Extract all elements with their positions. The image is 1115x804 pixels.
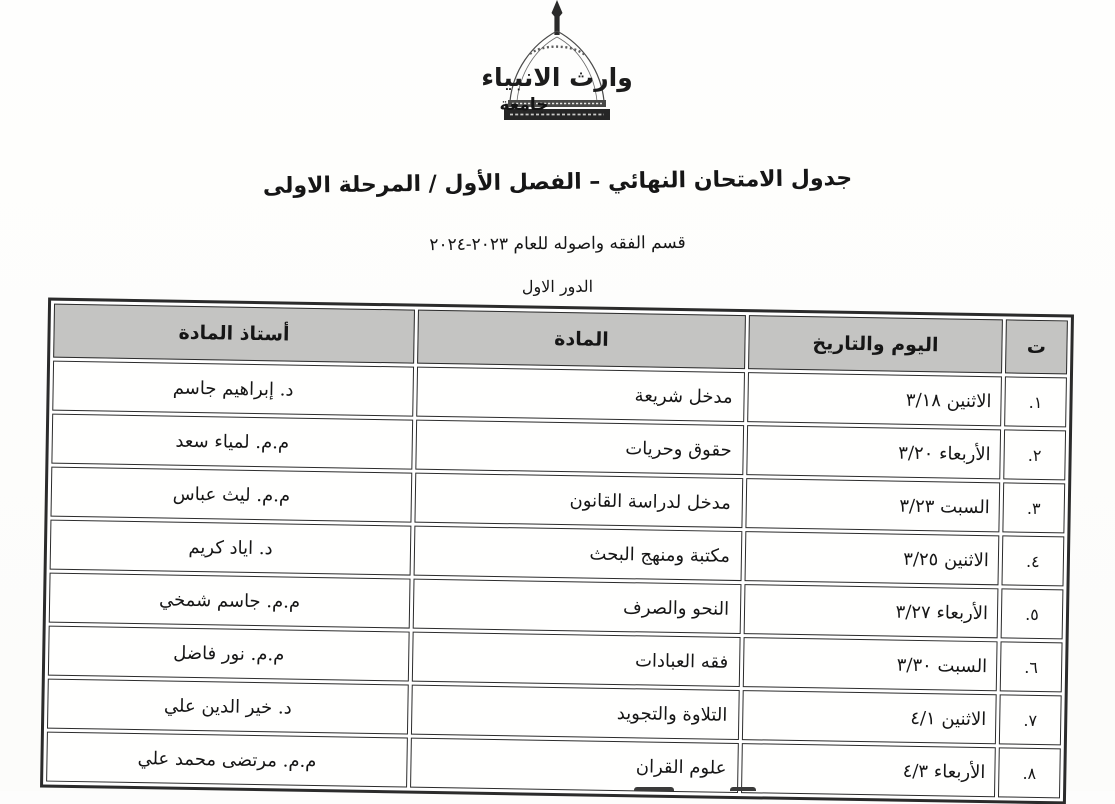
cell-professor: م.م. جاسم شمخي <box>49 573 411 629</box>
cell-day-date: الاثنين ٣/١٨ <box>747 372 1002 426</box>
cell-day-date: الأربعاء ٣/٢٠ <box>746 425 1001 479</box>
minaret-finial-icon <box>552 0 563 35</box>
cell-professor: د. إبراهيم جاسم <box>52 361 414 417</box>
cell-subject: النحو والصرف <box>413 579 742 634</box>
cell-index: ٥. <box>1001 588 1064 639</box>
department-year-subtitle: قسم الفقه واصوله للعام ٢٠٢٣-٢٠٢٤ <box>429 232 686 256</box>
cell-day-date: الأربعاء ٣/٢٧ <box>744 584 999 638</box>
cell-subject: مدخل لدراسة القانون <box>414 473 743 528</box>
cell-professor: م.م. لمياء سعد <box>51 414 413 470</box>
cell-index: ٨. <box>998 747 1061 798</box>
cell-index: ٧. <box>999 694 1062 745</box>
cell-professor: د. خير الدين علي <box>47 679 409 735</box>
cell-professor: م.م. نور فاضل <box>48 626 410 682</box>
cell-professor: د. اياد كريم <box>50 520 412 576</box>
cell-subject: حقوق وحريات <box>415 420 744 475</box>
exam-schedule-table-wrap <box>40 298 1074 804</box>
cell-subject: مدخل شريعة <box>416 367 745 422</box>
logo-calligraphy: وارث الانبياء <box>481 63 633 92</box>
cell-index: ٦. <box>1000 641 1063 692</box>
cell-index: ٣. <box>1002 482 1065 533</box>
cell-professor: م.م. مرتضى محمد علي <box>46 732 408 788</box>
cell-subject: التلاوة والتجويد <box>411 685 740 740</box>
header-index: ت <box>1005 319 1068 374</box>
logo-word-jamiah: جامعة <box>499 95 549 115</box>
cell-day-date: الاثنين ٣/٢٥ <box>745 531 1000 585</box>
cutoff-mark <box>730 787 756 791</box>
cell-day-date: السبت ٣/٣٠ <box>743 637 998 691</box>
round-label: الدور الاول <box>521 276 594 297</box>
cell-index: ٤. <box>1001 535 1064 586</box>
cell-subject: فقه العبادات <box>412 632 741 687</box>
cell-day-date: الاثنين ٤/١ <box>742 690 997 744</box>
university-logo <box>472 0 642 134</box>
header-subject: المادة <box>417 310 746 369</box>
cell-index: ١. <box>1004 376 1067 427</box>
cell-index: ٢. <box>1003 429 1066 480</box>
cutoff-mark <box>634 787 674 791</box>
page-title: جدول الامتحان النهائي – الفصل الأول / المرحلة الاولى <box>262 165 853 200</box>
cutoff-text-marks <box>600 786 830 791</box>
exam-schedule-table <box>40 298 1074 804</box>
header-day-date: اليوم والتاريخ <box>748 315 1003 373</box>
header-professor: أستاذ المادة <box>53 304 415 364</box>
cell-professor: م.م. ليث عباس <box>51 467 413 523</box>
cell-subject: مكتبة ومنهج البحث <box>414 526 743 581</box>
cell-day-date: الأربعاء ٤/٣ <box>741 743 996 797</box>
university-emblem-icon <box>472 0 642 134</box>
cell-subject: علوم القران <box>410 738 739 793</box>
cell-day-date: السبت ٣/٢٣ <box>745 478 1000 532</box>
